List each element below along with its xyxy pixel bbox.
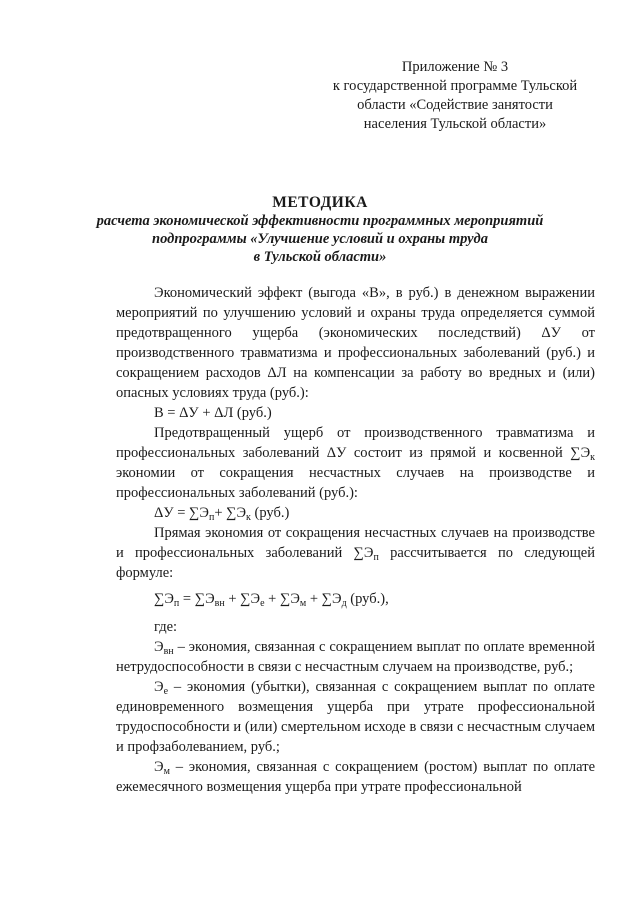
definition-temporary-disability: $Э_{вн}$ – экономия, связанная с сокращением выплат по оплате временной нетрудоспособности в связи с несчастным случаем на производстве, руб.; [116, 639, 596, 675]
appendix-header [300, 58, 610, 134]
formula-prevented-damage: $\Delta У = \sum Э_п+ \sum Э_к$ (руб.) [154, 505, 290, 523]
appendix-line: области «Содействие занятости [357, 97, 553, 113]
direct-savings-symbol: $\sum Э_п$ [353, 545, 379, 563]
definition-lump-sum: $Э_е$ – экономия (убытки), связанная с сокращением выплат по оплате единовременного возмещения ущерба при утрате профессиональной трудоспособности и (или) смертельном исходе в связи с несчастным случаем и профзаболеванием, руб.; [116, 679, 595, 755]
definition-monthly: $Э_м$ – экономия, связанная с сокращением (ростом) выплат по оплате ежемесячного возмещения ущерба при утрате профессиональной [116, 759, 596, 795]
paragraph-text: Предотвращенный ущерб от производственного травматизма и профессиональных заболеваний ΔУ состоит из прямой и косвенной [116, 425, 595, 461]
appendix-line: к государственной программе Тульской [332, 78, 578, 94]
formula-benefit: В = ΔУ + ΔЛ (руб.) [154, 405, 272, 421]
appendix-number: Приложение № 3 [401, 59, 509, 75]
paragraph-text: экономии от сокращения несчастных случаев на производстве и профессиональных заболеваний (руб.): [116, 465, 595, 501]
paragraph-text: рассчитывается по следующей формуле: [116, 545, 595, 581]
formula-direct-savings: $\sum Э_п = \sum Э_{вн} + \sum Э_е + \sum Э_м + \sum Э_д$ (руб.), [154, 591, 389, 609]
document-body [116, 283, 595, 797]
paragraph-direct-savings [116, 523, 595, 583]
title-line: в Тульской области» [253, 249, 387, 265]
paragraph-text: Прямая экономия от сокращения несчастных случаев на производстве и профессиональных заболеваний [116, 525, 595, 561]
title-line: расчета экономической эффективности программных мероприятий [96, 213, 544, 229]
indirect-savings-symbol: $\sum Э_к$ [570, 445, 595, 463]
paragraph-prevented-damage [116, 423, 595, 503]
where-label: где: [154, 619, 178, 635]
title-main: МЕТОДИКА [272, 194, 368, 211]
appendix-line: населения Тульской области» [363, 116, 547, 132]
title-line: подпрограммы «Улучшение условий и охраны труда [152, 231, 488, 247]
document-title [60, 194, 580, 266]
paragraph-effect: Экономический эффект (выгода «В», в руб.) в денежном выражении мероприятий по улучшению условий и охраны труда определяется суммой предотвращенного ущерба (экономических последствий) ΔУ от производственного травматизма и профессиональных заболеваний (руб.) и сокращением расходов ΔЛ на компенсации за работу во вредных и (или) опасных условиях труда (руб.): [116, 285, 595, 401]
sum-symbol: ∑ [570, 445, 581, 461]
